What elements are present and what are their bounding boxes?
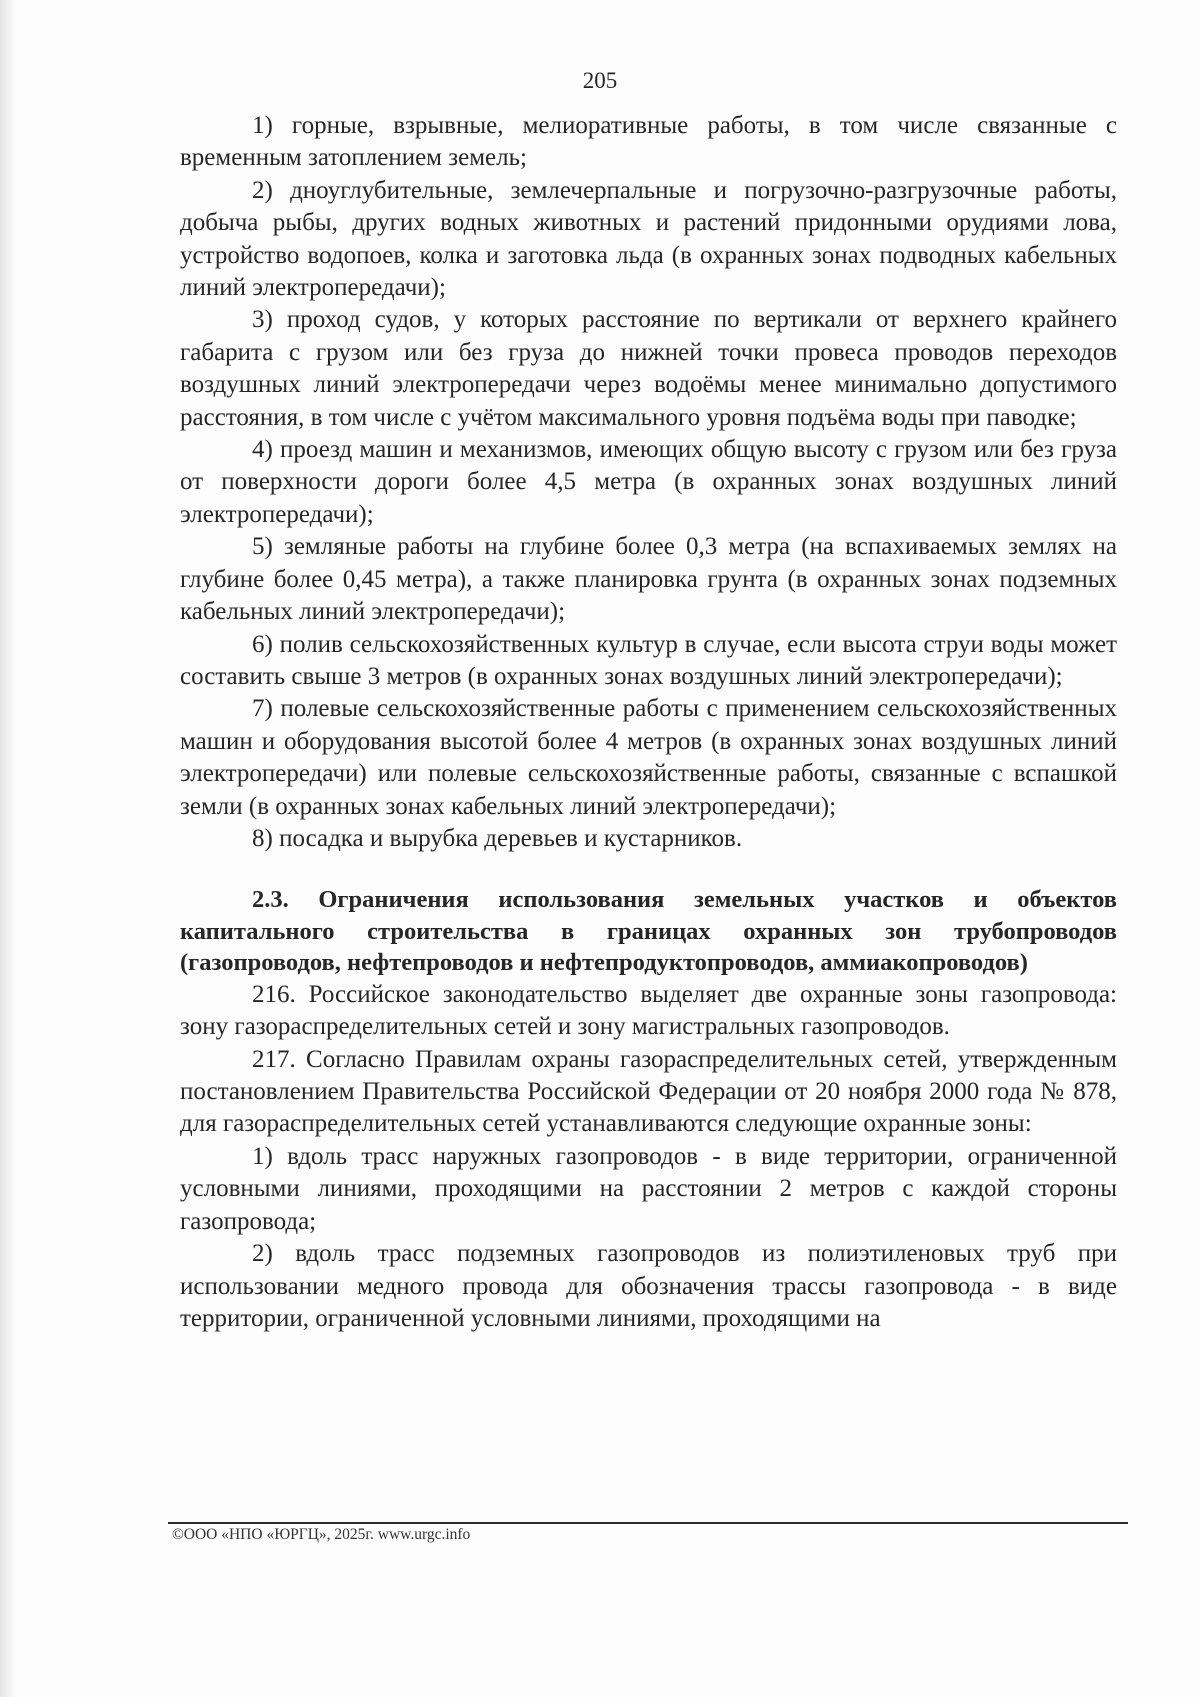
list-item-1: 1) горные, взрывные, мелиоративные работы, в том числе связанные с временным затоплением земель; bbox=[180, 112, 1117, 172]
list-item-4: 4) проезд машин и механизмов, имеющих общую высоту с грузом или без груза от поверхности дороги более 4,5 метра (в охранных зонах воздушных линий электропередачи); bbox=[180, 436, 1117, 528]
list-item-8: 8) посадка и вырубка деревьев и кустарников. bbox=[252, 824, 743, 852]
footer-copyright: ©ООО «НПО «ЮРГЦ», 2025г. www.urgc.info bbox=[172, 1526, 471, 1543]
footer-divider bbox=[168, 1522, 1128, 1524]
list-item-6: 6) полив сельскохозяйственных культур в случае, если высота струи воды может составить свыше 3 метров (в охранных зонах воздушных линий электропередачи); bbox=[180, 630, 1117, 690]
list-item-5: 5) земляные работы на глубине более 0,3 метра (на вспахиваемых землях на глубине более 0,45 метра), а также планировка грунта (в охранных зонах подземных кабельных линий электропередачи); bbox=[180, 533, 1117, 626]
scan-edge-shadow bbox=[0, 0, 16, 1697]
paragraph-216: 216. Российское законодательство выделяет две охранные зоны газопровода: зону газораспределительных сетей и зону магистральных газопроводов. bbox=[180, 980, 1117, 1041]
list-item-3: 3) проход судов, у которых расстояние по вертикали от верхнего крайнего габарита с грузом или без груза до нижней точки провеса проводов переходов воздушных линий электропередачи через водоёмы менее минимально допустимого расстояния, в том числе с учётом максимального уровня подъёма воды при паводке; bbox=[180, 306, 1117, 431]
page-content bbox=[180, 110, 1117, 1335]
zone-item-1: 1) вдоль трасс наружных газопроводов - в виде территории, ограниченной условными линиями, проходящими на расстоянии 2 метров с каждой стороны газопровода; bbox=[180, 1142, 1117, 1235]
list-item-7: 7) полевые сельскохозяйственные работы с применением сельскохозяйственных машин и оборудования высотой более 4 метров (в охранных зонах воздушных линий электропередачи) или полевые сельскохозяйственные работы, связанные с вспашкой земли (в охранных зонах кабельных линий электропередачи); bbox=[180, 695, 1117, 820]
zone-item-2: 2) вдоль трасс подземных газопроводов из полиэтиленовых труб при использовании медного провода для обозначения трассы газопровода - в виде территории, ограниченной условными линиями, проходящими на bbox=[180, 1240, 1117, 1332]
page-number: 205 bbox=[582, 68, 618, 93]
list-item-2: 2) дноуглубительные, землечерпальные и погрузочно-разгрузочные работы, добыча рыбы, других водных животных и растений придонными орудиями лова, устройство водопоев, колка и заготовка льда (в охранных зонах подводных кабельных линий электропередачи); bbox=[180, 176, 1117, 302]
paragraph-217: 217. Согласно Правилам охраны газораспределительных сетей, утвержденным постановлением Правительства Российской Федерации от 20 ноября 2000 года № 878, для газораспределительных сетей устанавливаются следующие охранные зоны: bbox=[180, 1045, 1117, 1138]
section-heading: 2.3. Ограничения использования земельных участков и объектов капитального строительства в границах охранных зон трубопроводов (газопроводов, нефтепроводов и нефтепродуктопроводов, аммиакопроводов) bbox=[180, 886, 1117, 977]
